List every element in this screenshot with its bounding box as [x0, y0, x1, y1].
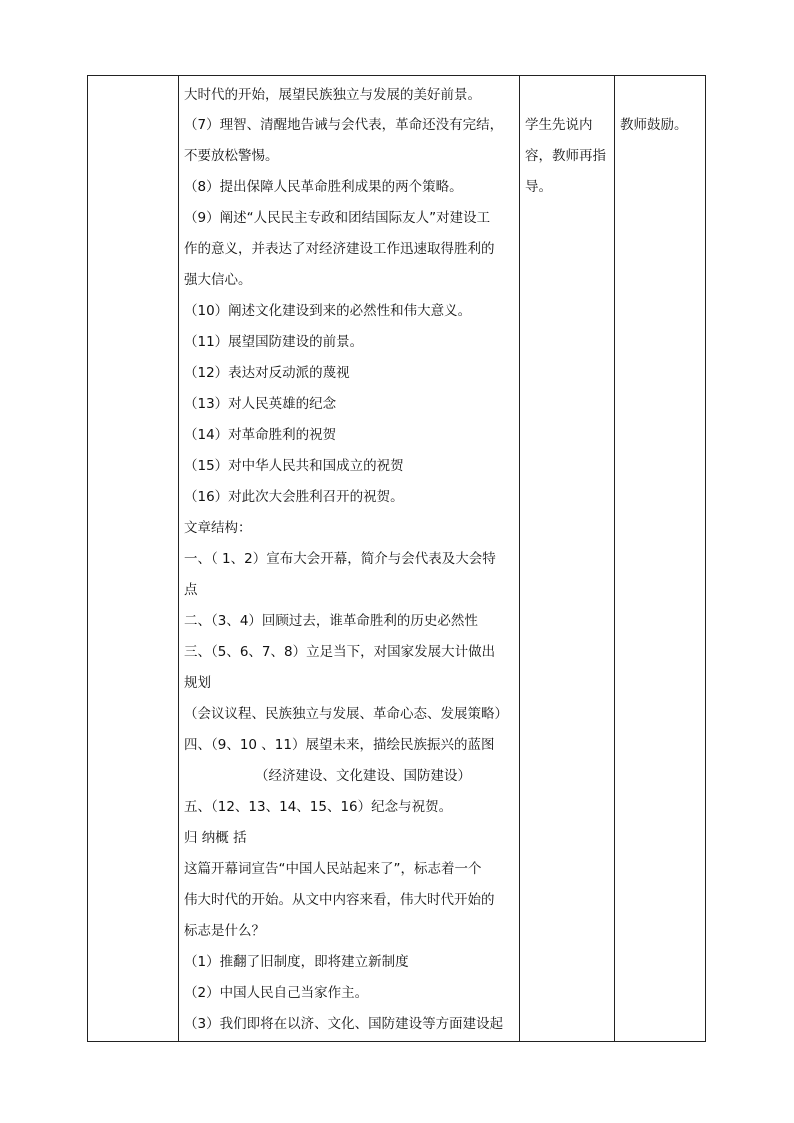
content-line: 不要放松警惕。 — [184, 148, 279, 164]
content-line: （14）对革命胜利的祝贺 — [184, 427, 337, 443]
content-line: （会议议程、民族独立与发展、革命心态、发展策略） — [184, 706, 508, 722]
content-line: 强大信心。 — [184, 272, 252, 288]
content-line: （1）推翻了旧制度，即将建立新制度 — [184, 954, 409, 970]
column-divider — [614, 76, 615, 1041]
content-line: 规划 — [184, 675, 211, 691]
content-line: （15）对中华人民共和国成立的祝贺 — [184, 458, 404, 474]
content-line: 大时代的开始，展望民族独立与发展的美好前景。 — [184, 87, 481, 103]
content-line: （11）展望国防建设的前景。 — [184, 334, 364, 350]
content-line: 四、（9、10 、11）展望未来，描绘民族振兴的蓝图 — [184, 737, 495, 753]
content-line: 这篇开幕词宣告“中国人民站起来了”，标志着一个 — [184, 861, 482, 877]
content-line: （12）表达对反动派的蔑视 — [184, 365, 350, 381]
student-activity-line: 学生先说内 — [525, 117, 593, 133]
section-heading: 归 纳概 括 — [184, 830, 247, 846]
lesson-table — [87, 75, 706, 1042]
content-line: （7）理智、清醒地告诫与会代表，革命还没有完结， — [184, 117, 504, 133]
content-line: 三、（5、6、7、8）立足当下，对国家发展大计做出 — [184, 644, 496, 660]
column-divider — [519, 76, 520, 1041]
section-heading: 文章结构： — [184, 520, 252, 536]
content-line: （13）对人民英雄的纪念 — [184, 396, 337, 412]
content-line: 五、（12、13、14、15、16）纪念与祝贺。 — [184, 799, 453, 815]
content-line: 伟大时代的开始。从文中内容来看，伟大时代开始的 — [184, 892, 495, 908]
content-line: 标志是什么？ — [184, 923, 265, 939]
content-line: 二、（3、4）回顾过去，谁革命胜利的历史必然性 — [184, 613, 478, 629]
teacher-activity-cell: 教师鼓励。 — [620, 117, 688, 133]
content-line: （2）中国人民自己当家作主。 — [184, 985, 369, 1001]
content-line: 点 — [184, 582, 198, 598]
content-line: 作的意义，并表达了对经济建设工作迅速取得胜利的 — [184, 241, 495, 257]
content-line: （经济建设、文化建设、国防建设） — [255, 768, 471, 784]
student-activity-line: 容，教师再指 — [525, 148, 606, 164]
content-line: （9）阐述“人民民主专政和团结国际友人”对建设工 — [184, 210, 491, 226]
content-line: （3）我们即将在以济、文化、国防建设等方面建设起 — [184, 1016, 504, 1032]
student-activity-line: 导。 — [525, 179, 552, 195]
content-line: （16）对此次大会胜利召开的祝贺。 — [184, 489, 404, 505]
column-divider — [178, 76, 179, 1041]
content-line: （10）阐述文化建设到来的必然性和伟大意义。 — [184, 303, 472, 319]
content-line: （8）提出保障人民革命胜利成果的两个策略。 — [184, 179, 463, 195]
content-line: 一、（ 1、2）宣布大会开幕，简介与会代表及大会特 — [184, 551, 496, 567]
